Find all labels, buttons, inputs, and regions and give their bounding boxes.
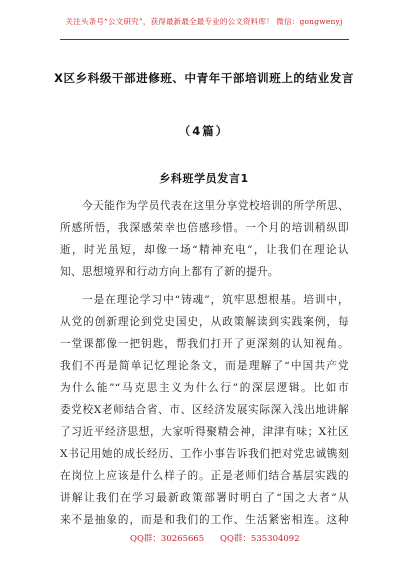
body-line: 一堂课都像一把钥匙，帮我们打开了更深刻的认知视角。	[60, 338, 349, 350]
body-line: 一是在理论学习中“铸魂”，筑牢思想根基。培训中，	[82, 294, 349, 306]
body-line: 今天能作为学员代表在这里分享党校培训的所学所思、	[82, 200, 349, 212]
body-line: 逝，时光虽短，却像一场“精神充电”，让我们在理论认	[60, 244, 349, 256]
body-line: 在岗位上应该是什么样子的。正是老师们结合基层实践的	[60, 470, 349, 482]
footer-qq-group-1: QQ群：30265665	[130, 534, 205, 544]
body-line: 委党校X老师结合省、市、区经济发展实际深入浅出地讲解	[60, 404, 349, 416]
header-watermark-note: 关注头条号“公文研究”，获得最新最全最专业的公文资料库！ 微信：gongwenyj	[65, 17, 343, 26]
body-line: 为什么能”“马克思主义为什么行”的深层逻辑。比如市	[60, 382, 349, 394]
document-title: X区乡科级干部进修班、中青年干部培训班上的结业发言	[54, 71, 354, 85]
body-line: 了习近平经济思想，大家听得聚精会神，津津有味；X社区	[60, 426, 349, 438]
body-line: X书记用她的成长经历、工作小事告诉我们把对党忠诚镌刻	[60, 448, 349, 460]
body-line: 所感所悟，我深感荣幸也倍感珍惜。一个月的培训稍纵即	[60, 222, 349, 234]
header-divider	[60, 39, 349, 40]
footer-qq-group-2: QQ群：535304092	[220, 534, 300, 544]
body-line: 知、思想境界和行动方向上都有了新的提升。	[60, 266, 279, 278]
body-line: 从党的创新理论到党史国史，从政策解读到实践案例，每	[60, 316, 349, 328]
footer-contact	[60, 532, 349, 546]
section-heading: 乡科班学员发言1	[159, 172, 249, 185]
body-line: 来不是抽象的，而是和我们的工作、生活紧密相连。这种	[60, 514, 349, 526]
body-line: 讲解让我们在学习最新政策部署时明白了“国之大者”从	[60, 492, 349, 504]
document-count: （4篇）	[178, 124, 230, 138]
body-line: 我们不再是简单记忆理论条文，而是理解了“中国共产党	[60, 360, 349, 372]
